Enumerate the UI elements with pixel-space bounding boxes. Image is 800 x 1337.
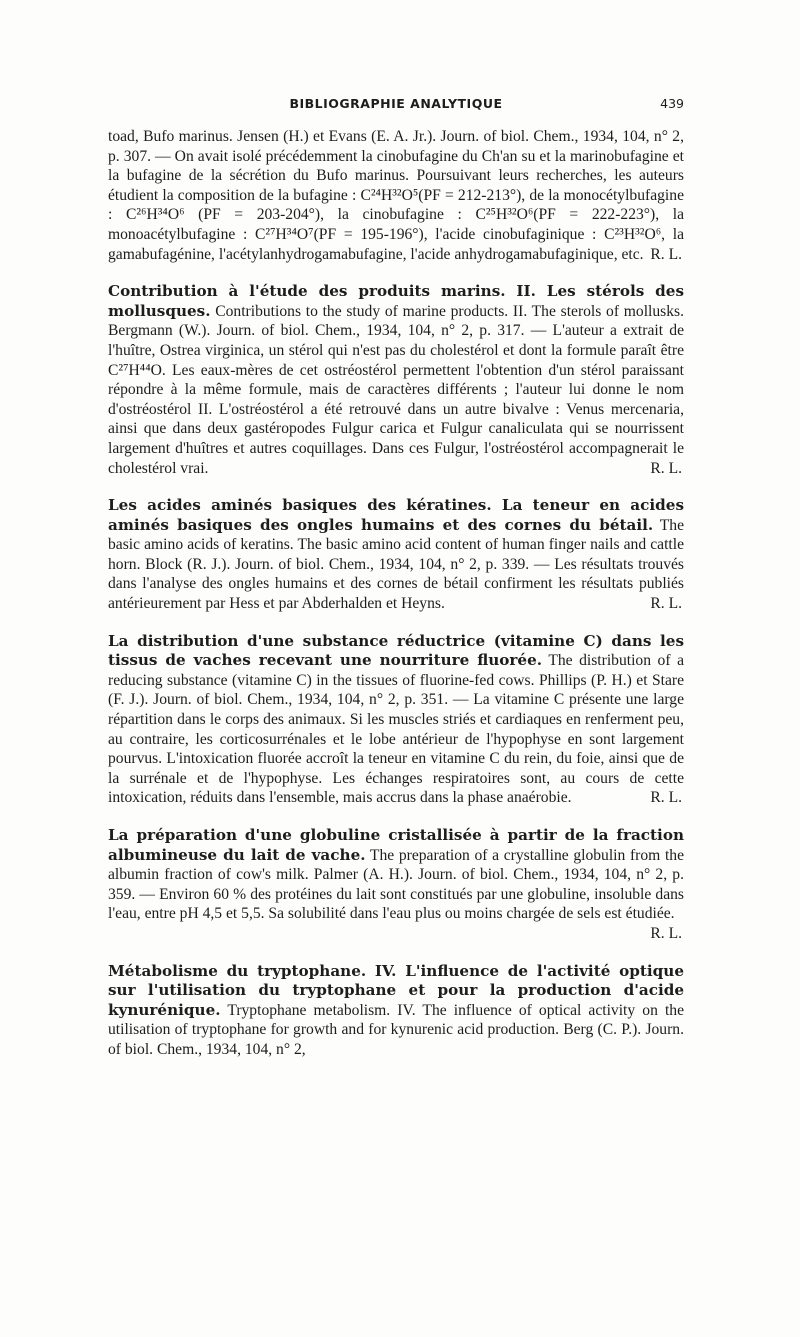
entry-text: The preparation of a crystalline globulin from the albumin fraction of cow's milk. Palmer (A. H.). Journ. of biol. Chem., 1934, 104, n° 2, p. 359. — Environ 60 % des protéines du lait sont constitués par une globuline, insoluble dans l'eau, entre pH 4,5 et 5,5. Sa solubilité dans l'eau plus ou moins chargée de sels est étudiée.	[108, 846, 685, 923]
entry	[108, 962, 684, 1060]
entry	[108, 826, 685, 942]
entry-text: The basic amino acids of keratins. The basic amino acid content of human finger nails and cattle horn. Block (R. J.). Journ. of biol. Chem., 1934, 104, n° 2, p. 339. — Les résultats trouvés dans l'analyse des ongles humains et des cornes de bétail confirment les résultats publiés antérieurement par Hess et par Abderhalden et Heyns.	[108, 516, 684, 613]
entry-title: Les acides aminés basiques des kératines. La teneur en acides aminés basiques des ongles humains et des cornes du bétail.	[108, 496, 684, 534]
entry-text: toad, Bufo marinus. Jensen (H.) et Evans (E. A. Jr.). Journ. of biol. Chem., 1934, 104, n° 2, p. 307. — On avait isolé précédemment la cinobufagine du Ch'an su et la marinobufagine et la bufagine de la sécrétion du Bufo marinus. Poursuivant leurs recherches, les auteurs étudient la composition de la bufagine : C²⁴H³²O⁵(PF = 212-213°), de la monocétylbufagine : C²⁶H³⁴O⁶ (PF = 203-204°), la cinobufagine : C²⁵H³²O⁶(PF = 222-223°), la monoacétylbufagine : C²⁷H³⁴O⁷(PF = 195-196°), l'acide cinobufaginique : C²³H³²O⁶, la gamabufagénine, l'acétylanhydrogamabufagine, l'acide anhydrogamabufaginique, etc.	[108, 128, 684, 263]
page-number: 439	[660, 96, 684, 111]
running-title: BIBLIOGRAPHIE ANALYTIQUE	[289, 96, 503, 111]
entry-signature: R. L.	[650, 924, 682, 942]
entry-text: The distribution of a reducing substance (vitamine C) in the tissues of fluorine-fed cows. Phillips (P. H.) et Stare (F. J.). Journ. of biol. Chem., 1934, 104, n° 2, p. 351. — La vitamine C présente une large répartition dans le corps des animaux. Si les muscles striés et cardiaques en renferment peu, au contraire, les corticosurrénales et le lobe antérieur de l'hypophyse en sont largement pourvus. L'intoxication fluorée accroît la teneur en vitamine C du rein, du foie, ainsi que de la surrénale et de l'hypophyse. Les échanges respiratoires sont, au cours de cette intoxication, réduits dans l'ensemble, mais accrus dans la phase anaérobie.	[108, 652, 684, 807]
entry-text: Tryptophane metabolism. IV. The influence of optical activity on the utilisation of tryptophane for growth and for kynurenic acid production. Berg (C. P.). Journ. of biol. Chem., 1934, 104, n° 2,	[108, 1001, 684, 1058]
entry-continuation	[108, 127, 684, 264]
entry	[108, 496, 684, 614]
entry	[108, 632, 684, 808]
entry-signature: R. L.	[650, 459, 682, 477]
page-header	[108, 96, 684, 116]
entry-title: La distribution d'une substance réductrice (vitamine C) dans les tissus de vaches recevant une nourriture fluorée.	[108, 631, 684, 670]
entry-text: Contributions to the study of marine products. II. The sterols of mollusks. Bergmann (W.). Journ. of biol. Chem., 1934, 104, n° 2, p. 317. — L'auteur a extrait de l'huître, Ostrea virginica, un stérol qui n'est pas du cholestérol et dont la formule paraît être C²⁷H⁴⁴O. Les eaux-mères de cet ostréostérol permettent l'obtention d'un stérol paraissant répondre à la même formule, mais de caractères différents ; l'auteur lui donne le nom d'ostréostérol II. L'ostréostérol a été retrouvé dans un autre bivalve : Venus mercenaria, ainsi que dans deux gastéropodes Fulgur carica et Fulgur canaliculata qui se nourrissent largement d'huîtres et autres coquillages. Dans ces Fulgur, l'ostréostérol accompagnerait le cholestérol vrai.	[108, 302, 684, 477]
entry-title: Métabolisme du tryptophane. IV. L'influence de l'activité optique sur l'utilisation du tryptophane et pour la production d'acide kynurénique.	[108, 961, 684, 1019]
entry-signature: R. L.	[650, 245, 682, 263]
entry-signature: R. L.	[650, 789, 682, 807]
entry-title: La préparation d'une globuline cristallisée à partir de la fraction albumineuse du lait de vache.	[108, 826, 684, 864]
article-body	[108, 127, 684, 1060]
entry-title: Contribution à l'étude des produits marins. II. Les stérols des mollusques.	[108, 282, 684, 320]
entry-signature: R. L.	[650, 595, 682, 613]
entry	[108, 282, 684, 478]
